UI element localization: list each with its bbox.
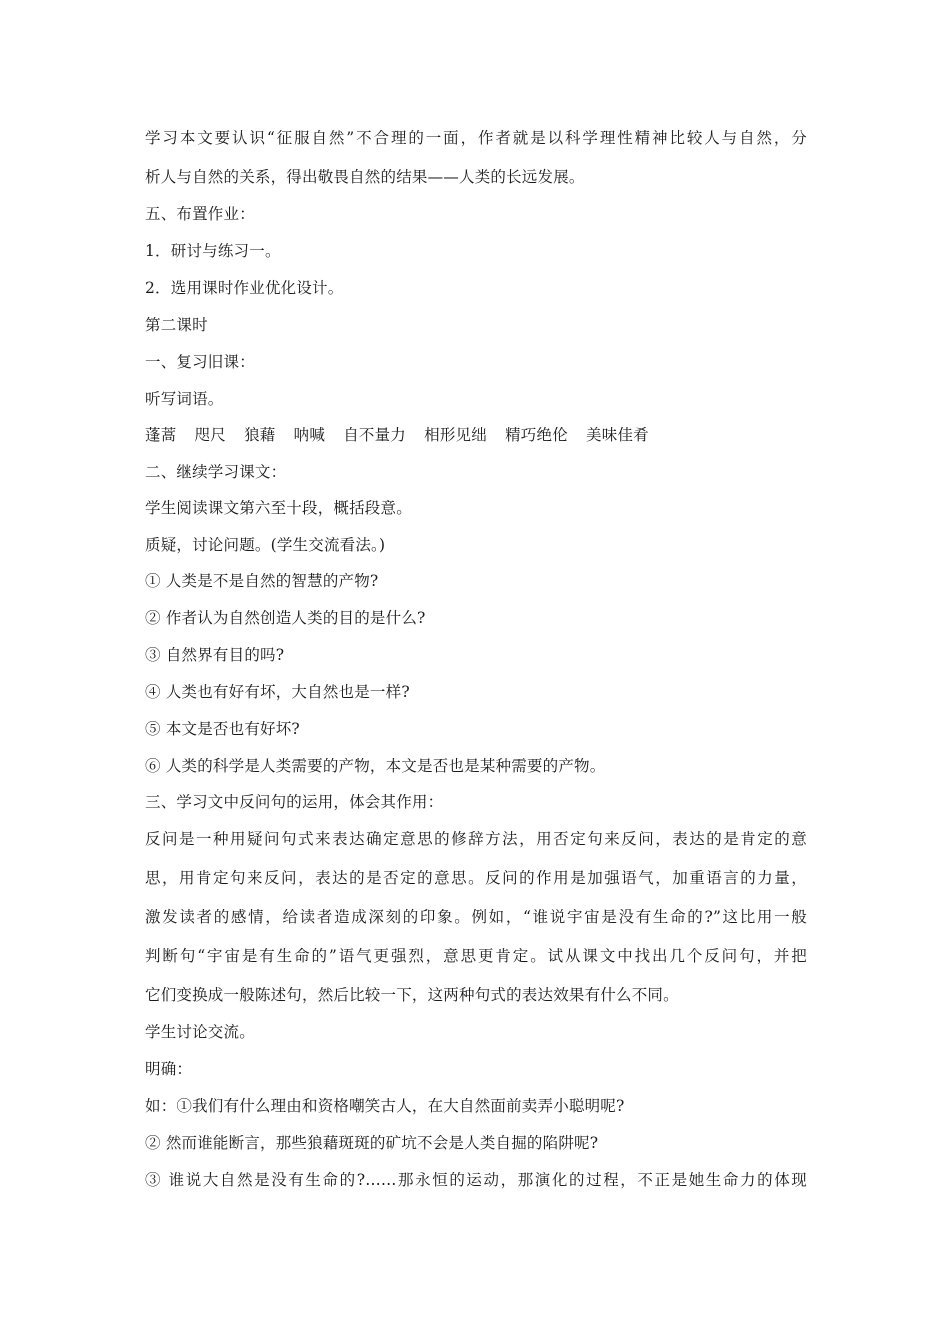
text-line-25: 学生讨论交流。 <box>145 1023 255 1041</box>
text-line-8: 听写词语。 <box>145 390 224 408</box>
text-line-23: 判断句“宇宙是有生命的”语气更强烈，意思更肯定。试从课文中找出几个反问句，并把 <box>145 947 807 965</box>
section-heading-rhetoric: 三、学习文中反问句的运用，体会其作用： <box>145 793 444 811</box>
question-5: ⑤ 本文是否也有好坏? <box>145 720 300 738</box>
text-line-4: 1．研讨与练习一。 <box>145 242 281 260</box>
question-6: ⑥ 人类的科学是人类需要的产物，本文是否也是某种需要的产物。 <box>145 757 606 775</box>
text-line-20: 反问是一种用疑问句式来表达确定意思的修辞方法，用否定句来反问，表达的是肯定的意 <box>145 830 807 848</box>
text-line-11: 学生阅读课文第六至十段，概括段意。 <box>145 499 412 517</box>
vocab-term: 咫尺 <box>194 426 226 444</box>
vocab-term: 自不量力 <box>343 426 406 444</box>
example-3: ③ 谁说大自然是没有生命的?……那永恒的运动，那演化的过程，不正是她生命力的体现 <box>145 1171 807 1189</box>
text-line-26: 明确： <box>145 1060 193 1078</box>
vocabulary-list <box>145 425 807 445</box>
section-heading-review: 一、复习旧课： <box>145 353 255 371</box>
question-2: ② 作者认为自然创造人类的目的是什么? <box>145 609 426 627</box>
text-line-5: 2．选用课时作业优化设计。 <box>145 279 344 297</box>
vocab-term: 相形见绌 <box>424 426 487 444</box>
section-heading-homework: 五、布置作业： <box>145 205 255 223</box>
example-1: 如：①我们有什么理由和资格嘲笑古人，在大自然面前卖弄小聪明呢? <box>145 1097 625 1115</box>
text-line-24: 它们变换成一般陈述句，然后比较一下，这两种句式的表达效果有什么不同。 <box>145 986 679 1004</box>
lesson-heading: 第二课时 <box>145 316 208 334</box>
vocab-term: 蓬蒿 <box>145 426 177 444</box>
vocab-term: 美味佳肴 <box>586 426 649 444</box>
text-line-12: 质疑，讨论问题。(学生交流看法。) <box>145 536 386 554</box>
text-line-2: 析人与自然的关系，得出敬畏自然的结果——人类的长远发展。 <box>145 168 585 186</box>
vocab-term: 精巧绝伦 <box>505 426 568 444</box>
text-line-21: 思，用肯定句来反问，表达的是否定的意思。反问的作用是加强语气，加重语言的力量， <box>145 869 807 887</box>
section-heading-continue: 二、继续学习课文： <box>145 463 287 481</box>
question-3: ③ 自然界有目的吗? <box>145 646 285 664</box>
question-1: ① 人类是不是自然的智慧的产物? <box>145 572 379 590</box>
example-2: ② 然而谁能断言，那些狼藉斑斑的矿坑不会是人类自掘的陷阱呢? <box>145 1134 599 1152</box>
text-line-1: 学习本文要认识“征服自然”不合理的一面，作者就是以科学理性精神比较人与自然，分 <box>145 129 807 147</box>
vocab-term: 呐喊 <box>293 426 326 444</box>
text-line-22: 激发读者的感情，给读者造成深刻的印象。例如，“谁说宇宙是没有生命的?”这比用一般 <box>145 908 807 926</box>
question-4: ④ 人类也有好有坏，大自然也是一样? <box>145 683 410 701</box>
vocab-term: 狼藉 <box>244 426 276 444</box>
